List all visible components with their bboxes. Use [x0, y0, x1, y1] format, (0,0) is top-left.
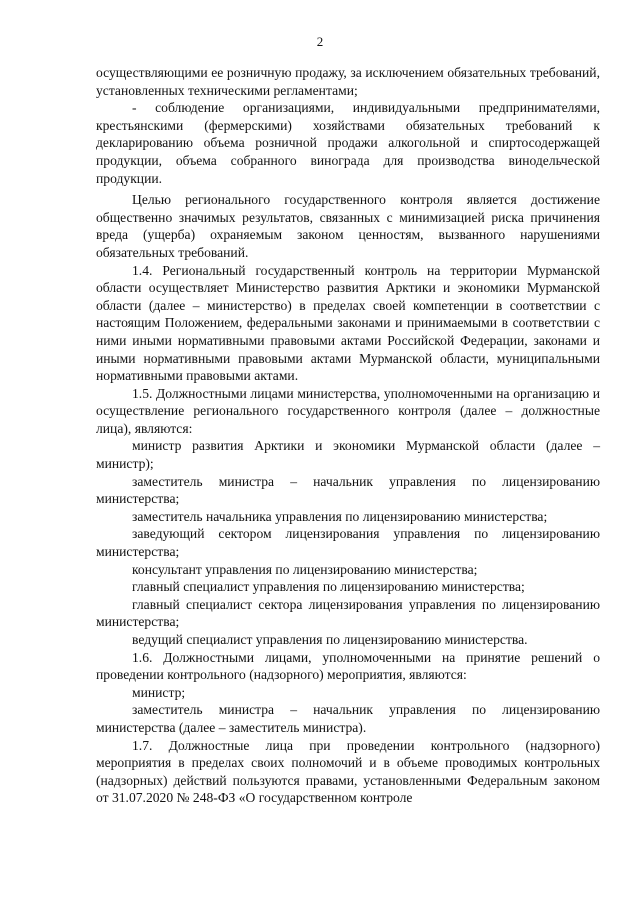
- officials-list-item: главный специалист управления по лицензированию министерства;: [132, 579, 525, 595]
- paragraph-continuation: осуществляющими ее розничную продажу, за исключением обязательных требований, установленных техническими регламентами;: [96, 65, 600, 98]
- officials-list-item: заведующий сектором лицензирования управления по лицензированию министерства;: [96, 526, 600, 560]
- decision-officials-list-item: министр;: [132, 684, 186, 700]
- officials-list-item: ведущий специалист управления по лицензированию министерства.: [132, 632, 528, 647]
- paragraph-compliance-item: - соблюдение организациями, индивидуальными предпринимателями, крестьянскими (фермерскими) хозяйствами обязательных требований к декларированию объема розничной продажи алкогольной и спиртосодержащей продукции, объема собранного винограда для производства винодельческой продукции.: [96, 100, 600, 186]
- document-body: [96, 64, 600, 807]
- officials-list-item: министр развития Арктики и экономики Мурманской области (далее – министр);: [96, 438, 600, 472]
- paragraph-1-4: 1.4. Региональный государственный контроль на территории Мурманской области осуществляет Министерство развития Арктики и экономики Мурманской области (далее – министерство) в пределах своей компетенции в соответствии с настоящим Положением, федеральными законами и принимаемыми в соответствии с ними иными нормативными правовыми актами Российской Федерации, законами и иными нормативными правовыми актами Мурманской области, муниципальными нормативными правовыми актами.: [96, 262, 600, 384]
- decision-officials-list-item: заместитель министра – начальник управления по лицензированию министерства (далее – заместитель министра).: [96, 702, 600, 735]
- page-number: 2: [316, 34, 324, 49]
- paragraph-1-5: 1.5. Должностными лицами министерства, уполномоченными на организацию и осуществление регионального государственного контроля (далее – должностные лица), являются:: [96, 385, 600, 436]
- officials-list-item: заместитель начальника управления по лицензированию министерства;: [132, 508, 548, 524]
- officials-list-item: главный специалист сектора лицензирования управления по лицензированию министерства;: [96, 596, 600, 630]
- paragraph-control-goal: Целью регионального государственного контроля является достижение общественно значимых результатов, связанных с минимизацией риска причинения вреда (ущерба) охраняемым законом ценностям, вызванного нарушениями обязательных требований.: [96, 192, 600, 260]
- officials-list-item: консультант управления по лицензированию министерства;: [132, 561, 478, 577]
- paragraph-1-6: 1.6. Должностными лицами, уполномоченными на принятие решений о проведении контрольного (надзорного) мероприятия, являются:: [96, 649, 600, 683]
- officials-list-item: заместитель министра – начальник управления по лицензированию министерства;: [96, 473, 600, 507]
- paragraph-1-7: 1.7. Должностные лица при проведении контрольного (надзорного) мероприятия в пределах своих полномочий и в объеме проводимых контрольных (надзорных) действий пользуются правами, установленными Федеральным законом от 31.07.2020 № 248-ФЗ «О государственном контроле: [96, 737, 600, 806]
